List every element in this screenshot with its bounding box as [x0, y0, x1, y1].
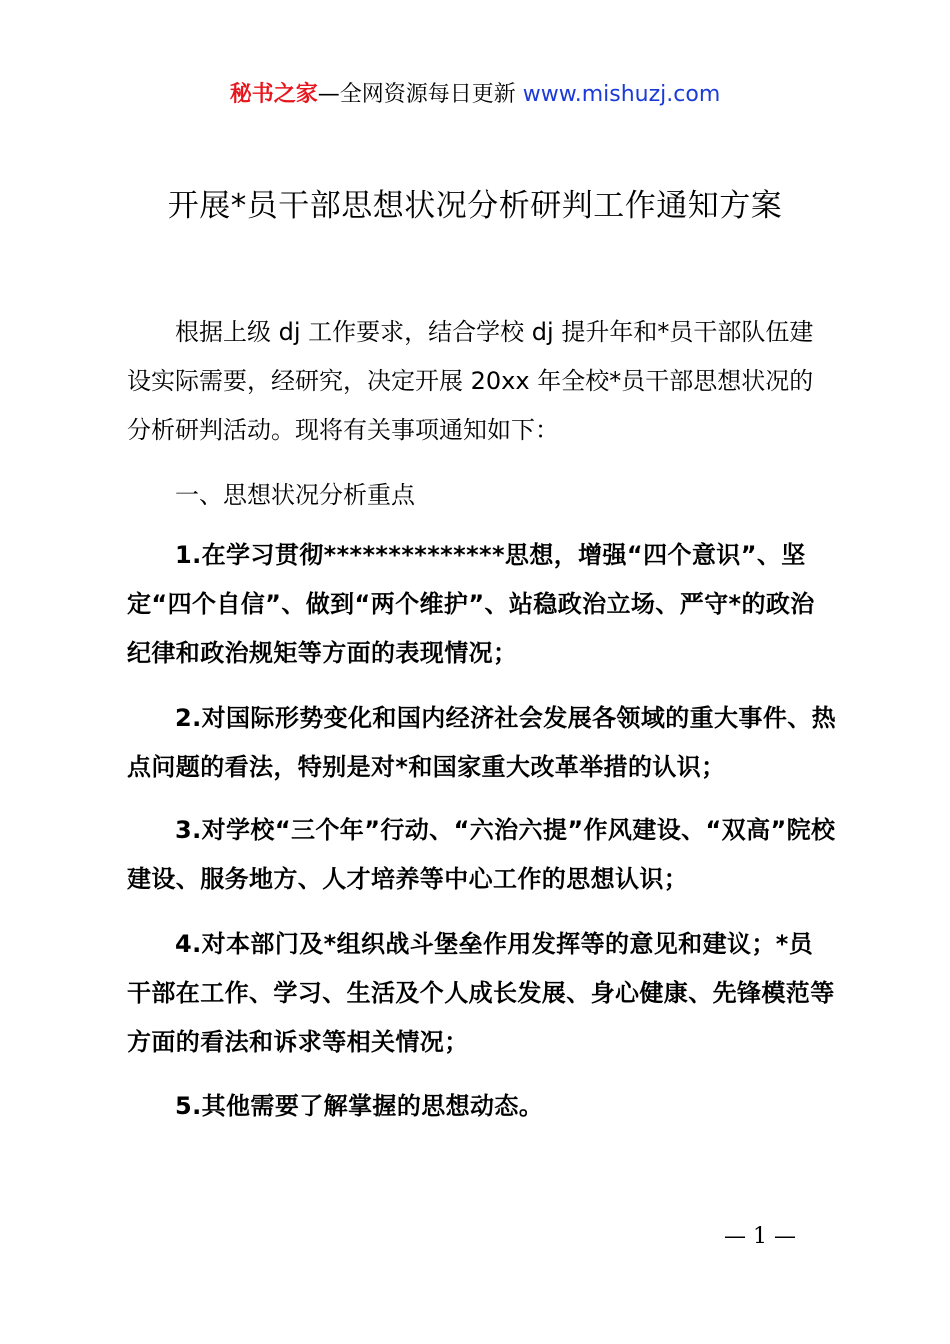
site-url-link[interactable]: www.mishuzj.com: [522, 82, 721, 107]
site-brand: 秘书之家: [229, 82, 318, 107]
document-title: 开展*员干部思想状况分析研判工作通知方案: [167, 188, 783, 224]
list-item-2: 2.对国际形势变化和国内经济社会发展各领域的重大事件、热点问题的看法，特别是对*和国家重大改革举措的认识；: [127, 704, 837, 781]
section-heading: 一、思想状况分析重点: [175, 481, 415, 509]
site-slogan: —全网资源每日更新: [317, 82, 523, 107]
intro-paragraph: 根据上级 dj 工作要求，结合学校 dj 提升年和*员干部队伍建设实际需要，经研究，决定开展 20xx 年全校*员干部思想状况的分析研判活动。现将有关事项通知如下：: [127, 318, 814, 444]
list-item-3: 3.对学校“三个年”行动、“六治六提”作风建设、“双高”院校建设、服务地方、人才培养等中心工作的思想认识；: [127, 816, 836, 893]
page-number: — 1 —: [724, 1224, 796, 1249]
list-item-1: 1.在学习贯彻**************思想，增强“四个意识”、坚定“四个自信”、做到“两个维护”、站稳政治立场、严守*的政治纪律和政治规矩等方面的表现情况；: [127, 541, 815, 667]
list-item-5: 5.其他需要了解掌握的思想动态。: [175, 1092, 544, 1120]
site-header: [0, 80, 950, 110]
list-item-4: 4.对本部门及*组织战斗堡垒作用发挥等的意见和建议；*员干部在工作、学习、生活及个人成长发展、身心健康、先锋模范等方面的看法和诉求等相关情况；: [127, 930, 835, 1056]
